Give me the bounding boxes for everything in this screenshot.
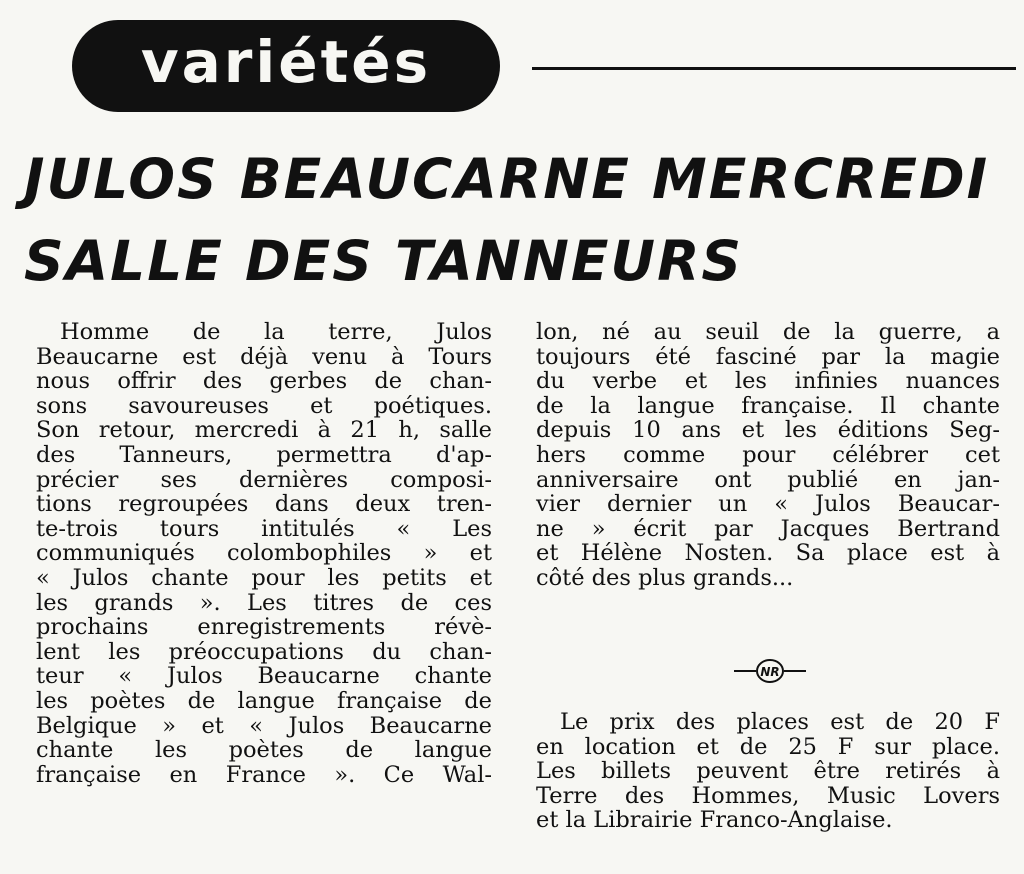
article-line: depuis 10 ans et les éditions Seg- (536, 417, 1000, 444)
article-line: chante les poètes de langue (36, 737, 492, 764)
article-line: prochains enregistrements révè- (36, 614, 492, 641)
section-rubric-label: variétés (140, 28, 432, 96)
price-line: Le prix des places est de 20 F (560, 709, 1000, 735)
article-line: ne » écrit par Jacques Bertrand (536, 515, 1000, 542)
article-line: te-trois tours intitulés « Les (36, 515, 492, 542)
article-line: lon, né au seuil de la guerre, a (536, 319, 1000, 345)
article-line: Homme de la terre, Julos (60, 319, 492, 345)
article-column-left (36, 320, 492, 787)
article-line: côté des plus grands... (536, 564, 794, 591)
article-line: les grands ». Les titres de ces (36, 589, 492, 616)
article-line: toujours été fasciné par la magie (536, 343, 1000, 370)
article-headline (24, 138, 1014, 302)
article-line: vier dernier un « Julos Beaucar- (536, 491, 1000, 518)
article-line: Son retour, mercredi à 21 h, salle (36, 417, 492, 444)
rubric-divider-rule (532, 67, 1016, 70)
article-line: française en France ». Ce Wal- (36, 761, 492, 788)
article-line: les poètes de langue française de (36, 687, 492, 714)
article-line: communiqués colombophiles » et (36, 540, 492, 567)
headline-line-1: JULOS BEAUCARNE MERCREDI (24, 147, 990, 211)
article-line: « Julos chante pour les petits et (36, 564, 492, 591)
ornament-monogram: NR (760, 665, 780, 679)
article-line: Belgique » et « Julos Beaucarne (36, 712, 492, 739)
price-line: en location et de 25 F sur place. (536, 733, 1000, 760)
article-line: teur « Julos Beaucarne chante (36, 663, 492, 690)
price-line: Terre des Hommes, Music Lovers (536, 782, 1000, 809)
article-line: lent les préoccupations du chan- (36, 638, 492, 665)
article-line: anniversaire ont publié en jan- (536, 466, 1000, 493)
nr-ornament-icon (734, 656, 806, 686)
article-line: nous offrir des gerbes de chan- (36, 368, 492, 395)
article-line: des Tanneurs, permettra d'ap- (36, 441, 492, 468)
price-line: et la Librairie Franco-Anglaise. (536, 807, 893, 834)
price-paragraph (536, 710, 1000, 833)
article-line: hers comme pour célébrer cet (536, 441, 1000, 468)
article-line: tions regroupées dans deux tren- (36, 491, 492, 518)
section-rubric-badge (72, 20, 500, 112)
article-line: et Hélène Nosten. Sa place est à (536, 540, 1000, 567)
article-column-right (536, 320, 1000, 591)
headline-line-2: SALLE DES TANNEURS (24, 229, 744, 293)
article-line: du verbe et les infinies nuances (536, 368, 1000, 395)
article-line: précier ses dernières composi- (36, 466, 492, 493)
article-line: sons savoureuses et poétiques. (36, 392, 492, 419)
price-line: Les billets peuvent être retirés à (536, 758, 1000, 785)
article-line: de la langue française. Il chante (536, 392, 1000, 419)
article-line: Beaucarne est déjà venu à Tours (36, 343, 492, 370)
